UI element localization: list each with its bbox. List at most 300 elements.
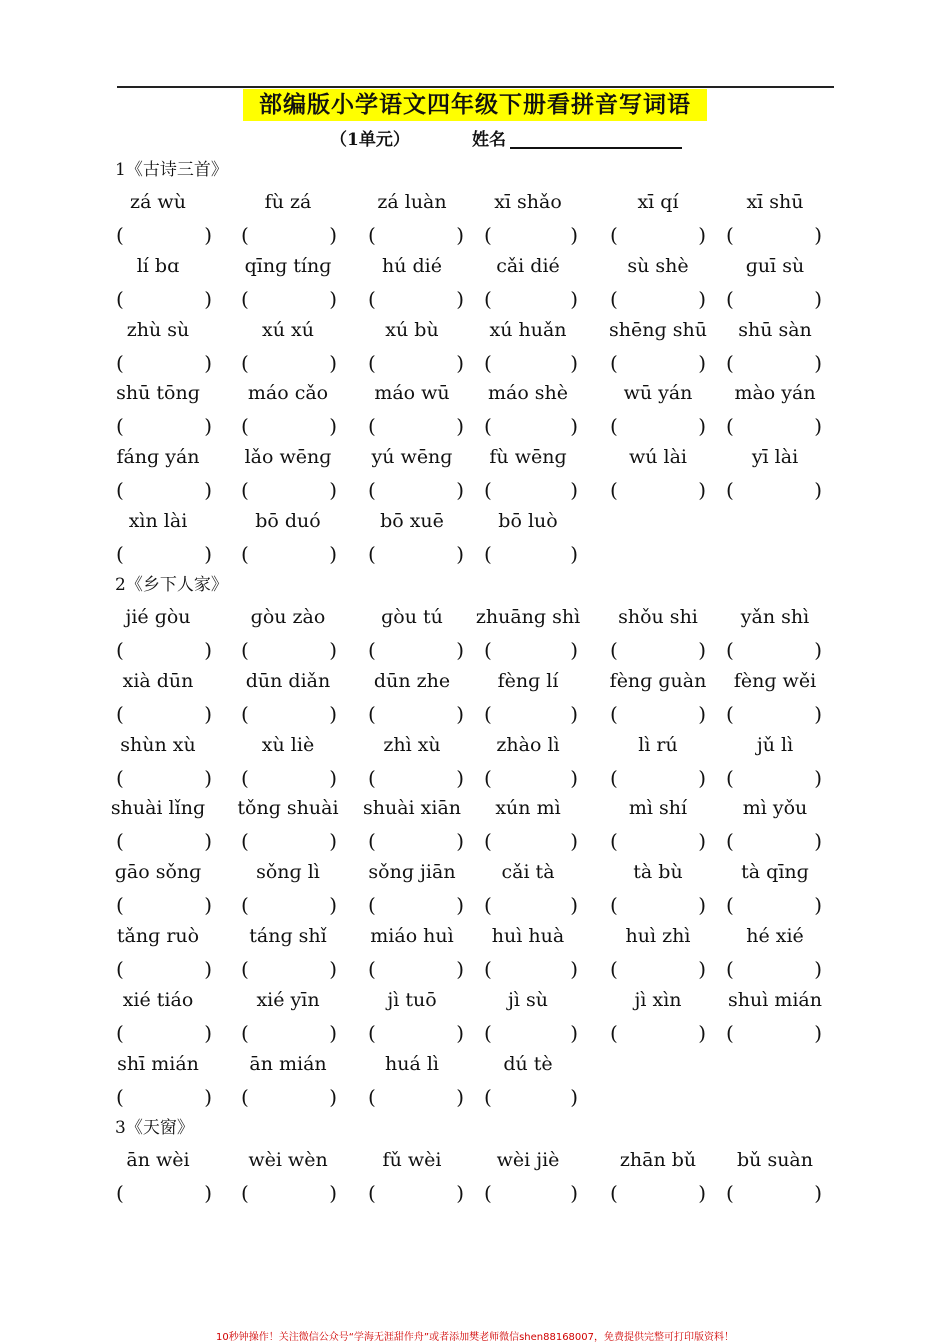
pinyin-word: xié tiáo [122,988,194,1011]
pinyin-word: huì zhì [625,925,691,947]
answer-box[interactable] [241,826,337,856]
pinyin-word: shǒu shi [618,606,698,628]
open-paren: ( [116,414,124,439]
close-paren: ) [698,829,706,854]
pinyin-word: shū tōnɡ [116,382,200,405]
pinyin-word: xún mì [495,797,561,820]
close-paren: ) [456,542,464,566]
open-paren: ( [241,414,249,439]
pinyin-word: fánɡ yán [116,446,200,469]
answer-box[interactable] [116,220,212,250]
close-paren: ) [570,414,578,439]
answer-box[interactable] [484,1178,578,1208]
open-paren: ( [610,286,618,311]
pinyin-word: xú xú [262,318,314,341]
close-paren: ) [698,893,706,918]
answer-box[interactable] [484,348,578,378]
close-paren: ) [570,542,578,566]
close-paren: ) [329,223,337,247]
close-paren: ) [204,1084,212,1109]
open-paren: ( [484,1020,492,1045]
open-paren: ( [241,1020,249,1045]
answer-box[interactable] [726,348,822,378]
answer-box[interactable] [116,539,212,569]
pinyin-word: máo cǎo [247,382,329,405]
answer-box[interactable] [726,826,822,856]
answer-box[interactable] [368,411,464,441]
open-paren: ( [610,829,618,854]
answer-box[interactable] [241,954,337,984]
open-paren: ( [610,701,618,726]
answer-box[interactable] [116,954,212,984]
answer-box[interactable] [610,411,706,441]
open-paren: ( [368,638,376,662]
pinyin-word: wū yán [623,382,693,405]
answer-box[interactable] [610,220,706,250]
pinyin-word: xìn lài [128,510,188,532]
close-paren: ) [204,829,212,854]
open-paren: ( [241,957,249,981]
answer-box[interactable] [726,220,822,250]
open-paren: ( [116,765,124,790]
close-paren: ) [204,223,212,247]
pinyin-word: fènɡ wěi [733,669,817,692]
close-paren: ) [698,286,706,311]
answer-box[interactable] [116,348,212,378]
open-paren: ( [610,414,618,439]
answer-box[interactable] [241,699,337,729]
close-paren: ) [329,701,337,726]
close-paren: ) [456,478,464,503]
open-paren: ( [726,414,734,439]
answer-box[interactable] [726,1018,822,1048]
answer-box[interactable] [484,890,578,920]
answer-box[interactable] [116,1178,212,1208]
pinyin-word: dūn zhe [373,669,451,692]
pinyin-word: ɡòu zào [250,606,326,628]
answer-box[interactable] [726,890,822,920]
open-paren: ( [726,350,734,375]
answer-box[interactable] [241,475,337,505]
answer-box[interactable] [241,411,337,441]
pinyin-word: ɡuī sù [745,254,805,277]
close-paren: ) [329,957,337,981]
open-paren: ( [116,829,124,854]
close-paren: ) [329,893,337,918]
close-paren: ) [204,957,212,981]
answer-box[interactable] [726,475,822,505]
answer-box[interactable] [368,1178,464,1208]
pinyin-word: dú tè [503,1052,553,1075]
open-paren: ( [484,478,492,503]
open-paren: ( [484,1084,492,1109]
answer-box[interactable] [610,1018,706,1048]
open-paren: ( [726,1020,734,1045]
close-paren: ) [814,1020,822,1045]
open-paren: ( [368,957,376,981]
pinyin-word: fǔ wèi [382,1149,442,1171]
name-write-line[interactable] [510,147,682,149]
open-paren: ( [241,350,249,375]
open-paren: ( [368,350,376,375]
pinyin-word: dūn diǎn [245,669,331,692]
open-paren: ( [484,957,492,981]
close-paren: ) [456,893,464,918]
close-paren: ) [204,350,212,375]
pinyin-word: jì tuō [387,988,437,1011]
answer-box[interactable] [484,411,578,441]
pinyin-word: bō xuē [380,510,444,532]
pinyin-word: lì rú [638,733,678,756]
close-paren: ) [814,286,822,311]
close-paren: ) [456,701,464,726]
open-paren: ( [116,1084,124,1109]
pinyin-word: tà bù [633,861,683,884]
open-paren: ( [368,829,376,854]
open-paren: ( [610,1181,618,1205]
pinyin-word: shēnɡ shū [609,318,707,341]
pinyin-word: jì xìn [634,988,682,1011]
pinyin-word: lí bɑ [136,254,180,277]
close-paren: ) [204,478,212,503]
page-title: 部编版小学语文四年级下册看拼音写词语 [243,89,707,121]
answer-box[interactable] [116,635,212,665]
answer-box[interactable] [116,1018,212,1048]
pinyin-word: zhān bǔ [619,1149,697,1171]
close-paren: ) [698,765,706,790]
open-paren: ( [610,223,618,247]
pinyin-word: cǎi dié [496,254,560,277]
open-paren: ( [484,542,492,566]
open-paren: ( [484,350,492,375]
pinyin-word: zhù sù [126,318,190,341]
section-heading: 2《乡下人家》 [115,575,228,595]
answer-box[interactable] [610,1178,706,1208]
close-paren: ) [456,414,464,439]
answer-box[interactable] [726,635,822,665]
pinyin-word: shuài lǐnɡ [110,797,206,820]
open-paren: ( [610,350,618,375]
open-paren: ( [610,893,618,918]
close-paren: ) [814,893,822,918]
answer-box[interactable] [241,1082,337,1112]
open-paren: ( [726,701,734,726]
pinyin-word: xià dūn [122,669,194,692]
pinyin-word: ɡòu tú [381,606,443,628]
top-rule [117,86,834,88]
open-paren: ( [484,414,492,439]
answer-box[interactable] [116,1082,212,1112]
answer-box[interactable] [610,348,706,378]
answer-box[interactable] [368,1082,464,1112]
pinyin-word: zá wù [130,191,186,213]
open-paren: ( [241,478,249,503]
close-paren: ) [456,350,464,375]
open-paren: ( [368,542,376,566]
name-label: 姓名 [472,130,506,150]
open-paren: ( [726,1181,734,1205]
open-paren: ( [116,957,124,981]
answer-box[interactable] [484,1018,578,1048]
pinyin-word: shuì mián [728,988,822,1011]
open-paren: ( [368,1181,376,1205]
answer-box[interactable] [241,763,337,793]
footer-note: 10秒钟操作！关注微信公众号“学海无涯甜作舟”或者添加樊老师微信shen88168007，免费提供完整可打印版资料！ [215,1332,735,1343]
answer-box[interactable] [610,475,706,505]
pinyin-word: fù wēnɡ [489,446,567,469]
pinyin-word: xī qí [637,191,679,213]
pinyin-word: xié yīn [256,988,320,1011]
pinyin-word: xù liè [261,733,315,756]
close-paren: ) [698,414,706,439]
close-paren: ) [456,957,464,981]
pinyin-word: ān wèi [126,1149,190,1171]
open-paren: ( [726,638,734,662]
open-paren: ( [241,893,249,918]
open-paren: ( [726,478,734,503]
pinyin-word: jì sù [508,988,548,1011]
answer-box[interactable] [484,826,578,856]
open-paren: ( [610,638,618,662]
answer-box[interactable] [726,763,822,793]
answer-box[interactable] [610,954,706,984]
answer-box[interactable] [484,763,578,793]
pinyin-word: wèi wèn [248,1149,328,1171]
close-paren: ) [570,638,578,662]
answer-box[interactable] [726,699,822,729]
answer-box[interactable] [241,348,337,378]
close-paren: ) [456,223,464,247]
pinyin-word: fù zá [264,191,312,213]
pinyin-word: bō luò [498,510,558,532]
pinyin-word: shī mián [117,1052,199,1075]
answer-box[interactable] [368,763,464,793]
open-paren: ( [484,893,492,918]
close-paren: ) [698,638,706,662]
open-paren: ( [726,286,734,311]
pinyin-word: tǎnɡ ruò [116,925,200,947]
answer-box[interactable] [368,635,464,665]
close-paren: ) [329,1181,337,1205]
answer-box[interactable] [368,954,464,984]
open-paren: ( [241,1084,249,1109]
pinyin-word: zhì xù [383,733,441,756]
section-heading: 3《天窗》 [115,1118,194,1138]
answer-box[interactable] [241,539,337,569]
answer-box[interactable] [116,826,212,856]
answer-box[interactable] [368,220,464,250]
open-paren: ( [241,765,249,790]
close-paren: ) [814,957,822,981]
answer-box[interactable] [241,890,337,920]
pinyin-word: wú lài [628,446,688,469]
unit-label: （1单元） [330,130,410,150]
answer-box[interactable] [484,1082,578,1112]
answer-box[interactable] [241,1018,337,1048]
close-paren: ) [329,765,337,790]
answer-box[interactable] [368,826,464,856]
close-paren: ) [329,542,337,566]
open-paren: ( [726,957,734,981]
pinyin-word: shū sàn [738,318,812,341]
open-paren: ( [368,1084,376,1109]
pinyin-word: mì yǒu [742,797,808,820]
close-paren: ) [329,1084,337,1109]
answer-box[interactable] [484,220,578,250]
close-paren: ) [698,957,706,981]
answer-box[interactable] [368,699,464,729]
open-paren: ( [610,957,618,981]
answer-box[interactable] [116,763,212,793]
open-paren: ( [241,223,249,247]
pinyin-word: qīnɡ tínɡ [244,254,332,277]
answer-box[interactable] [610,890,706,920]
close-paren: ) [698,223,706,247]
answer-box[interactable] [610,635,706,665]
answer-box[interactable] [484,635,578,665]
pinyin-word: zhuānɡ shì [475,606,581,628]
open-paren: ( [484,765,492,790]
pinyin-word: wèi jiè [496,1149,560,1171]
open-paren: ( [116,893,124,918]
open-paren: ( [610,478,618,503]
answer-box[interactable] [116,284,212,314]
answer-box[interactable] [484,475,578,505]
answer-box[interactable] [726,954,822,984]
open-paren: ( [116,223,124,247]
close-paren: ) [204,893,212,918]
pinyin-word: ɡāo sǒnɡ [114,861,202,884]
pinyin-word: xī shǎo [494,191,562,213]
open-paren: ( [241,542,249,566]
close-paren: ) [204,1181,212,1205]
answer-box[interactable] [368,890,464,920]
pinyin-word: lǎo wēnɡ [244,446,332,469]
open-paren: ( [241,286,249,311]
answer-box[interactable] [484,539,578,569]
close-paren: ) [698,350,706,375]
answer-box[interactable] [368,348,464,378]
close-paren: ) [814,765,822,790]
close-paren: ) [814,223,822,247]
answer-box[interactable] [610,699,706,729]
pinyin-word: mì shí [628,797,688,820]
open-paren: ( [368,1020,376,1045]
open-paren: ( [368,478,376,503]
close-paren: ) [698,1181,706,1205]
open-paren: ( [368,414,376,439]
pinyin-word: zhào lì [496,733,560,756]
answer-box[interactable] [368,539,464,569]
answer-box[interactable] [241,220,337,250]
close-paren: ) [204,542,212,566]
answer-box[interactable] [241,284,337,314]
open-paren: ( [116,542,124,566]
answer-box[interactable] [116,890,212,920]
close-paren: ) [814,414,822,439]
close-paren: ) [204,414,212,439]
pinyin-word: shuài xiān [362,797,462,820]
pinyin-word: zá luàn [377,191,447,213]
answer-box[interactable] [241,635,337,665]
pinyin-word: miáo huì [370,925,454,947]
answer-box[interactable] [610,826,706,856]
open-paren: ( [368,765,376,790]
open-paren: ( [484,286,492,311]
close-paren: ) [329,638,337,662]
answer-box[interactable] [368,1018,464,1048]
close-paren: ) [570,829,578,854]
close-paren: ) [204,1020,212,1045]
answer-box[interactable] [726,1178,822,1208]
answer-box[interactable] [241,1178,337,1208]
open-paren: ( [241,829,249,854]
answer-box[interactable] [610,284,706,314]
pinyin-word: máo shè [487,382,569,405]
pinyin-word: hé xié [746,925,804,947]
answer-box[interactable] [116,475,212,505]
close-paren: ) [329,414,337,439]
answer-box[interactable] [116,411,212,441]
open-paren: ( [368,701,376,726]
close-paren: ) [570,701,578,726]
open-paren: ( [726,223,734,247]
pinyin-word: ān mián [249,1052,327,1075]
close-paren: ) [456,286,464,311]
close-paren: ) [698,478,706,503]
close-paren: ) [698,701,706,726]
close-paren: ) [329,350,337,375]
answer-box[interactable] [484,699,578,729]
close-paren: ) [570,350,578,375]
open-paren: ( [726,893,734,918]
close-paren: ) [814,350,822,375]
close-paren: ) [329,829,337,854]
pinyin-word: yī lài [751,446,799,469]
pinyin-word: xú bù [385,318,439,341]
open-paren: ( [116,1181,124,1205]
open-paren: ( [241,638,249,662]
open-paren: ( [368,223,376,247]
pinyin-word: sǒnɡ jiān [368,861,456,884]
answer-box[interactable] [368,475,464,505]
answer-box[interactable] [726,284,822,314]
answer-box[interactable] [484,284,578,314]
answer-box[interactable] [610,763,706,793]
pinyin-word: tà qīnɡ [741,861,809,884]
answer-box[interactable] [368,284,464,314]
close-paren: ) [570,286,578,311]
pinyin-word: jié ɡòu [125,606,191,628]
close-paren: ) [456,1181,464,1205]
answer-box[interactable] [116,699,212,729]
pinyin-word: máo wū [374,382,450,405]
open-paren: ( [610,765,618,790]
pinyin-word: shùn xù [120,733,196,756]
open-paren: ( [726,765,734,790]
open-paren: ( [484,829,492,854]
close-paren: ) [814,1181,822,1205]
open-paren: ( [610,1020,618,1045]
close-paren: ) [204,638,212,662]
pinyin-word: xú huǎn [489,318,567,341]
pinyin-word: huá lì [385,1052,439,1075]
answer-box[interactable] [726,411,822,441]
open-paren: ( [116,286,124,311]
answer-box[interactable] [484,954,578,984]
close-paren: ) [814,829,822,854]
pinyin-word: fènɡ ɡuàn [609,669,707,692]
